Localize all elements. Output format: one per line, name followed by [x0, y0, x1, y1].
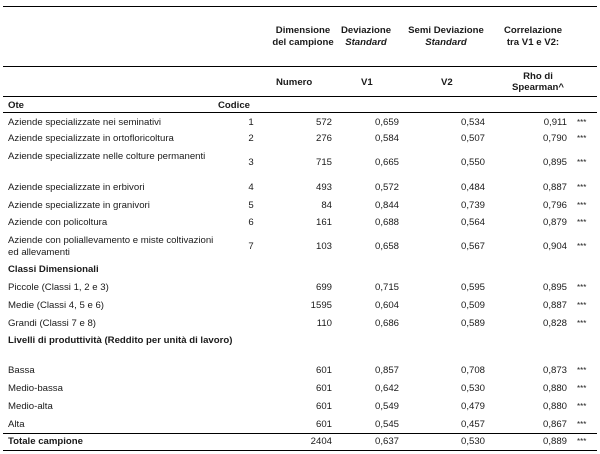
section-header-produttivita: Livelli di produttività (Reddito per unità di lavoro): [8, 335, 233, 346]
header-rule: [3, 66, 597, 67]
section-header-classi: Classi Dimensionali: [8, 264, 99, 275]
row-v1: 0,549: [374, 401, 399, 412]
row-number: 601: [315, 383, 332, 394]
row-v1: 0,665: [374, 157, 399, 168]
row-v1: 0,844: [374, 200, 399, 211]
row-v2: 0,589: [460, 318, 485, 329]
row-v2: 0,457: [460, 419, 485, 430]
subheader-rule: [3, 96, 597, 97]
row-rho: 0,895: [542, 282, 567, 293]
header-correlation: [492, 25, 574, 49]
row-v1: 0,658: [374, 241, 399, 252]
column-ote: Ote: [8, 100, 24, 111]
row-v2: 0,484: [460, 182, 485, 193]
total-v1: 0,637: [374, 436, 399, 447]
total-label: Totale campione: [8, 436, 83, 447]
row-significance: ***: [577, 420, 587, 429]
row-v2: 0,550: [460, 157, 485, 168]
row-number: 110: [316, 318, 332, 329]
header-std-dev: [328, 25, 404, 49]
row-rho: 0,790: [542, 133, 567, 144]
bottom-rule: [3, 450, 597, 451]
header-semi-dev-line2: Standard: [425, 37, 467, 48]
subheader-rho: [503, 71, 573, 93]
row-v2: 0,530: [460, 383, 485, 394]
row-v2: 0,479: [460, 401, 485, 412]
row-label: Aziende specializzate nei seminativi: [8, 117, 162, 128]
total-v2: 0,530: [460, 436, 485, 447]
row-rho: 0,904: [542, 241, 567, 252]
row-v1: 0,715: [374, 282, 399, 293]
column-rule: [3, 112, 597, 113]
header-correlation-line1: Correlazione: [503, 25, 563, 36]
row-label: Aziende specializzate nelle colture permanenti: [8, 151, 206, 162]
row-number: 699: [315, 282, 332, 293]
row-number: 1595: [310, 300, 332, 311]
row-rho: 0,828: [542, 318, 567, 329]
row-significance: ***: [577, 242, 587, 251]
row-label: Piccole (Classi 1, 2 e 3): [8, 282, 109, 293]
row-number: 715: [315, 157, 332, 168]
row-v2: 0,564: [460, 217, 485, 228]
header-correlation-line2: tra V1 e V2:: [506, 37, 560, 48]
row-label: Aziende con poliallevamento e miste coltivazioni ed allevamenti: [8, 235, 214, 258]
subheader-rho-line1: Rho di: [523, 71, 553, 82]
row-significance: ***: [577, 183, 587, 192]
row-significance: ***: [577, 366, 587, 375]
row-v1: 0,545: [374, 419, 399, 430]
row-label: Aziende specializzate in granivori: [8, 200, 150, 211]
row-rho: 0,796: [542, 200, 567, 211]
row-v1: 0,642: [374, 383, 399, 394]
subheader-rho-line2: Spearman^: [512, 82, 564, 93]
row-significance: ***: [577, 218, 587, 227]
total-number: 2404: [310, 436, 332, 447]
row-label: Bassa: [8, 365, 35, 376]
row-code: 3: [248, 157, 254, 168]
row-significance: ***: [577, 201, 587, 210]
row-label: Aziende specializzate in erbivori: [8, 182, 145, 193]
row-number: 276: [315, 133, 332, 144]
row-significance: ***: [577, 301, 587, 310]
row-v1: 0,572: [374, 182, 399, 193]
subheader-v1: V1: [361, 77, 373, 88]
row-code: 7: [248, 241, 254, 252]
row-label: Aziende specializzate in ortofloricoltura: [8, 133, 174, 144]
row-rho: 0,887: [542, 300, 567, 311]
row-v2: 0,567: [460, 241, 485, 252]
subheader-numero: Numero: [276, 77, 313, 88]
row-code: 1: [248, 117, 254, 128]
row-significance: ***: [577, 319, 587, 328]
header-std-dev-line2: Standard: [345, 37, 387, 48]
row-code: 2: [248, 133, 254, 144]
row-v2: 0,708: [460, 365, 485, 376]
row-label: Medio-bassa: [8, 383, 63, 394]
row-v2: 0,739: [460, 200, 485, 211]
row-rho: 0,873: [542, 365, 567, 376]
total-rho: 0,889: [542, 436, 567, 447]
row-number: 572: [315, 117, 332, 128]
row-v1: 0,604: [374, 300, 399, 311]
row-code: 5: [248, 200, 254, 211]
row-label: Alta: [8, 419, 25, 430]
row-number: 161: [315, 217, 332, 228]
row-significance: ***: [577, 134, 587, 143]
row-v2: 0,507: [460, 133, 485, 144]
row-code: 4: [248, 182, 254, 193]
row-significance: ***: [577, 118, 587, 127]
row-number: 84: [321, 200, 332, 211]
row-rho: 0,880: [542, 401, 567, 412]
row-rho: 0,867: [542, 419, 567, 430]
header-semi-dev-line1: Semi Deviazione: [408, 25, 484, 36]
row-rho: 0,911: [543, 117, 567, 128]
subheader-v2: V2: [441, 77, 453, 88]
header-sample-size-line1: Dimensione: [275, 25, 331, 36]
row-label: Medio-alta: [8, 401, 53, 412]
row-v2: 0,595: [460, 282, 485, 293]
total-significance: ***: [577, 437, 587, 446]
header-sample-size-line2: del campione: [272, 37, 334, 48]
row-number: 493: [315, 182, 332, 193]
row-v1: 0,688: [374, 217, 399, 228]
total-rule: [3, 433, 597, 434]
row-number: 601: [315, 419, 332, 430]
row-label: Aziende con policoltura: [8, 217, 108, 228]
row-v2: 0,534: [460, 117, 485, 128]
row-rho: 0,887: [542, 182, 567, 193]
header-semi-dev: [400, 25, 492, 49]
row-v1: 0,659: [374, 117, 399, 128]
row-v2: 0,509: [460, 300, 485, 311]
row-v1: 0,686: [374, 318, 399, 329]
row-label: Medie (Classi 4, 5 e 6): [8, 300, 104, 311]
row-number: 601: [315, 365, 332, 376]
row-number: 103: [315, 241, 332, 252]
header-std-dev-line1: Deviazione: [340, 25, 392, 36]
column-codice: Codice: [218, 100, 250, 111]
row-significance: ***: [577, 402, 587, 411]
row-significance: ***: [577, 283, 587, 292]
row-v1: 0,584: [374, 133, 399, 144]
row-v1: 0,857: [374, 365, 399, 376]
row-code: 6: [248, 217, 254, 228]
row-number: 601: [315, 401, 332, 412]
row-rho: 0,895: [542, 157, 567, 168]
top-rule: [3, 6, 597, 7]
row-significance: ***: [577, 158, 587, 167]
row-significance: ***: [577, 384, 587, 393]
row-label: Grandi (Classi 7 e 8): [8, 318, 96, 329]
row-rho: 0,879: [542, 217, 567, 228]
row-rho: 0,880: [542, 383, 567, 394]
